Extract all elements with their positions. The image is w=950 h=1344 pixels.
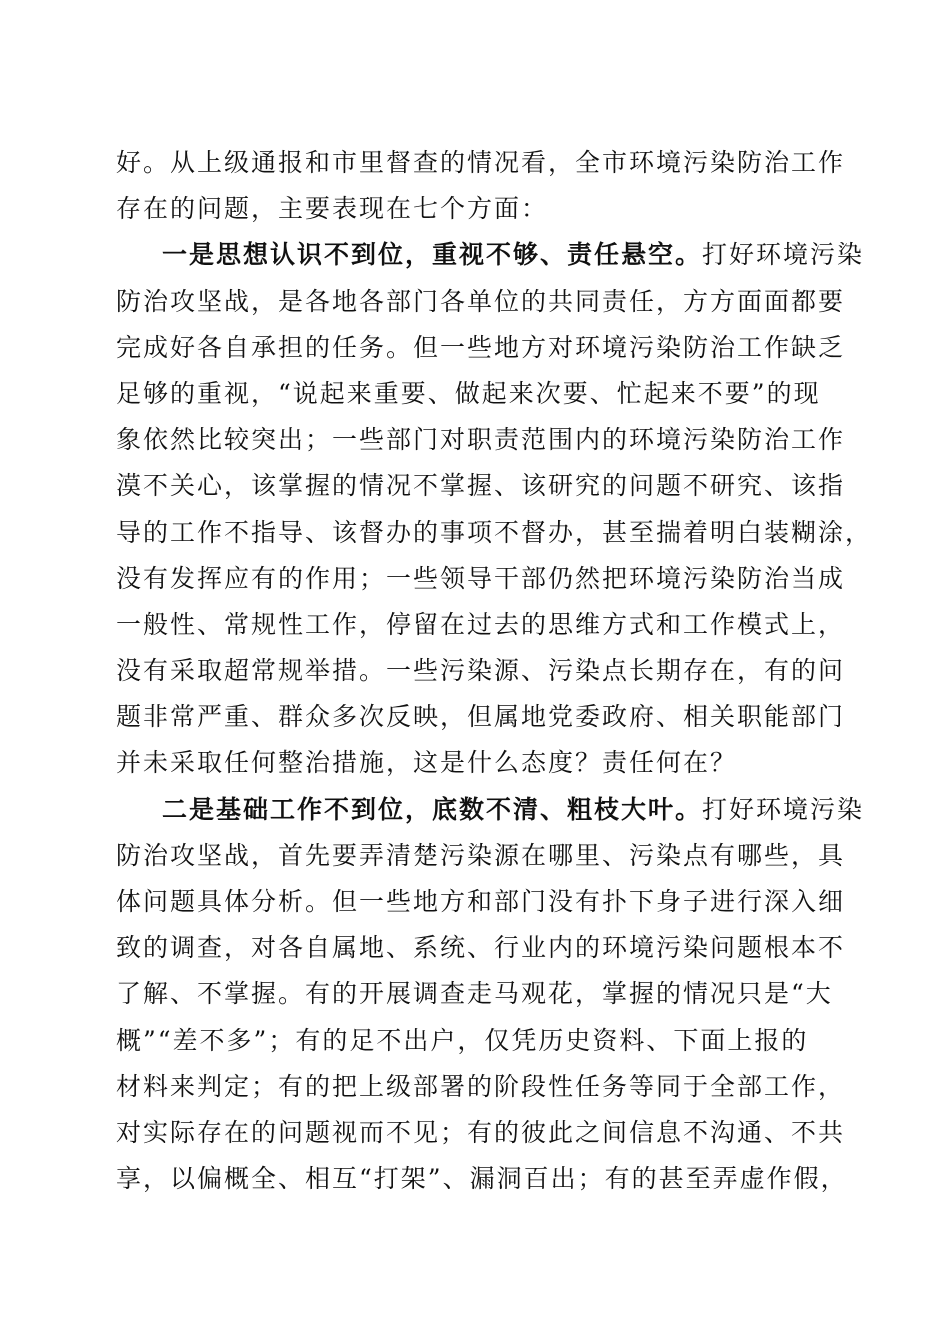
paragraph-two [116, 787, 865, 1203]
text-line: 一般性、常规性工作，停留在过去的思维方式和工作模式上， [116, 609, 846, 639]
text-line: 没有采取超常规举措。一些污染源、污染点长期存在，有的问 [116, 656, 846, 686]
paragraph-lead: 二是基础工作不到位，底数不清、粗枝大叶。 [162, 794, 703, 824]
text-line: 好。从上级通报和市里督查的情况看，全市环境污染防治工作 [116, 148, 846, 177]
text-run: 打好环境污染 [702, 240, 865, 270]
text-line: 概”“差不多”；有的足不出户，仅凭历史资料、下面上报的 [116, 1025, 809, 1055]
text-line: 对实际存在的问题视而不见；有的彼此之间信息不沟通、不共 [116, 1117, 846, 1147]
text-line: 没有发挥应有的作用；一些领导干部仍然把环境污染防治当成 [116, 563, 846, 593]
text-line: 导的工作不指导、该督办的事项不督办，甚至揣着明白装糊涂， [116, 517, 873, 547]
document-body [116, 140, 873, 1202]
text-line: 足够的重视，“说起来重要、做起来次要、忙起来不要”的现 [116, 378, 821, 408]
paragraph-one [116, 232, 873, 786]
text-line: 防治攻坚战，首先要弄清楚污染源在哪里、污染点有哪些，具 [116, 840, 846, 870]
paragraph-lead: 一是思想认识不到位，重视不够、责任悬空。 [162, 240, 703, 270]
text-line: 存在的问题，主要表现在七个方面： [116, 194, 549, 224]
text-line: 象依然比较突出；一些部门对职责范围内的环境污染防治工作 [116, 425, 846, 455]
text-run: 打好环境污染 [702, 794, 865, 824]
text-line: 享，以偏概全、相互“打架”、漏洞百出；有的甚至弄虚作假， [116, 1164, 848, 1194]
text-line: 并未采取任何整治措施，这是什么态度？责任何在？ [116, 748, 738, 778]
paragraph-intro [116, 140, 846, 232]
text-line [116, 232, 865, 278]
text-line: 防治攻坚战，是各地各部门各单位的共同责任，方方面面都要 [116, 286, 846, 316]
text-line: 材料来判定；有的把上级部署的阶段性任务等同于全部工作， [116, 1071, 846, 1101]
text-line [116, 787, 865, 833]
text-line: 致的调查，对各自属地、系统、行业内的环境污染问题根本不 [116, 933, 846, 963]
text-line: 题非常严重、群众多次反映，但属地党委政府、相关职能部门 [116, 702, 846, 732]
text-line: 了解、不掌握。有的开展调查走马观花，掌握的情况只是“大 [116, 979, 833, 1009]
text-line: 体问题具体分析。但一些地方和部门没有扑下身子进行深入细 [116, 887, 846, 916]
text-line: 漠不关心，该掌握的情况不掌握、该研究的问题不研究、该指 [116, 471, 846, 501]
text-line: 完成好各自承担的任务。但一些地方对环境污染防治工作缺乏 [116, 332, 846, 362]
